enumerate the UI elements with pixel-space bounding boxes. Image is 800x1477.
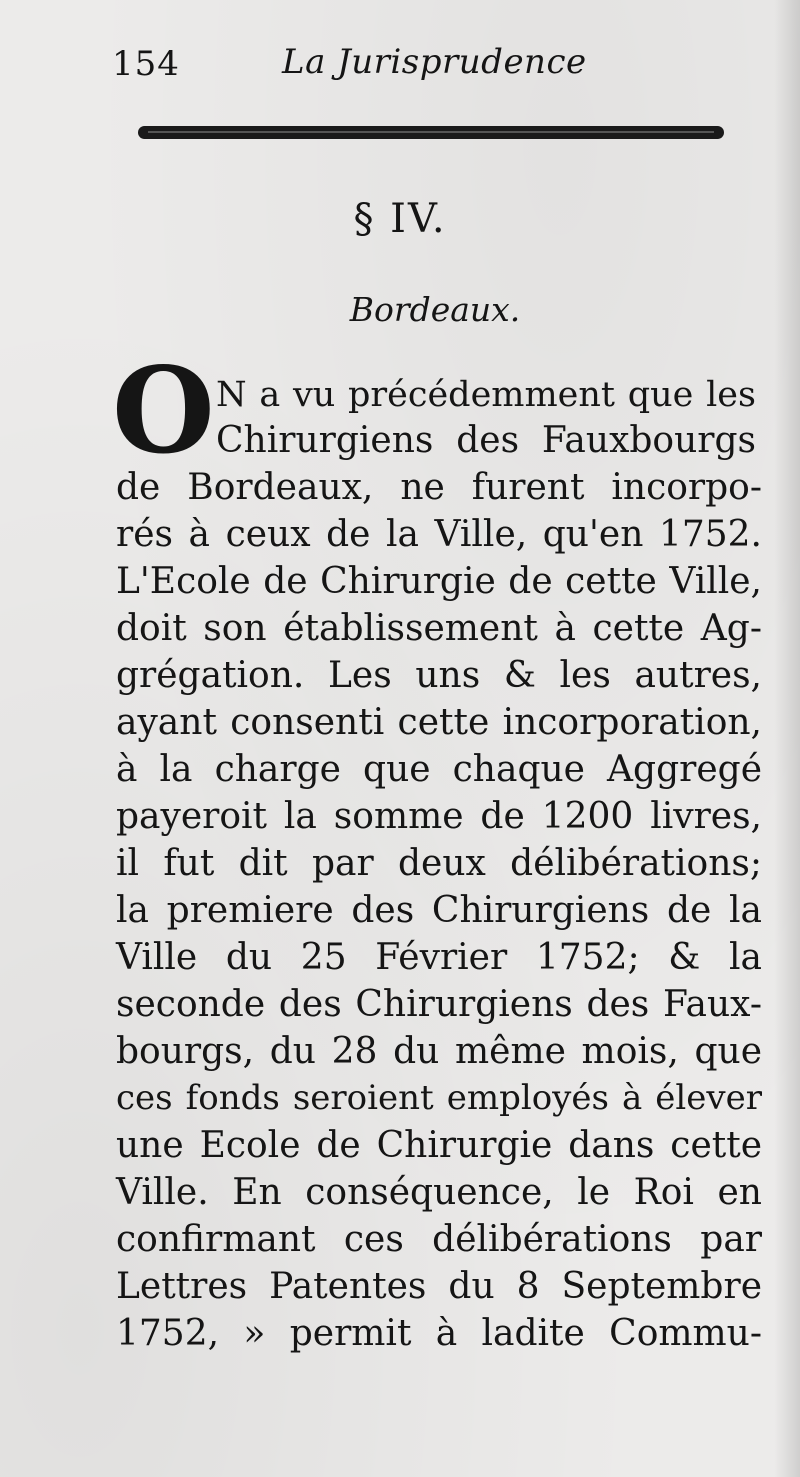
header-rule [138,126,724,139]
text-line: ayant consenti cette incorporation, [116,702,762,743]
text-line: bourgs, du 28 du même mois, que [116,1031,762,1072]
page-number: 154 [112,44,180,84]
text-line: il fut dit par deux délibérations; [116,843,762,884]
text-line: une Ecole de Chirurgie dans cette [116,1125,762,1166]
section-number: § IV. [353,196,447,242]
section-heading: Bordeaux. [349,290,521,329]
text-line: grégation. Les uns & les autres, [116,655,762,696]
text-line: ces fonds seroient employés à élever [116,1078,762,1118]
text-line: la premiere des Chirurgiens de la [116,890,762,931]
text-line: payeroit la somme de 1200 livres, [116,796,762,837]
text-line: L'Ecole de Chirurgie de cette Ville, [116,561,762,602]
text-line: 1752, » permit à ladite Commu- [116,1313,762,1354]
text-line: N a vu précédemment que les [216,375,756,415]
text-line: à la charge que chaque Aggregé [116,749,762,790]
text-line: doit son établissement à cette Ag- [116,608,762,649]
running-head [112,40,712,90]
running-title: La Jurisprudence [282,42,587,82]
text-line: Ville du 25 Février 1752; & la [116,937,762,978]
text-line: Chirurgiens des Fauxbourgs [216,420,756,461]
drop-cap: O [112,341,215,480]
text-line: rés à ceux de la Ville, qu'en 1752. [116,514,762,555]
text-line: seconde des Chirurgiens des Faux- [116,984,762,1025]
text-line: confirmant ces délibérations par [116,1219,762,1260]
text-line: de Bordeaux, ne furent incorpo- [116,467,762,508]
text-line: Ville. En conséquence, le Roi en [116,1172,762,1213]
text-line: Lettres Patentes du 8 Septembre [116,1266,762,1307]
